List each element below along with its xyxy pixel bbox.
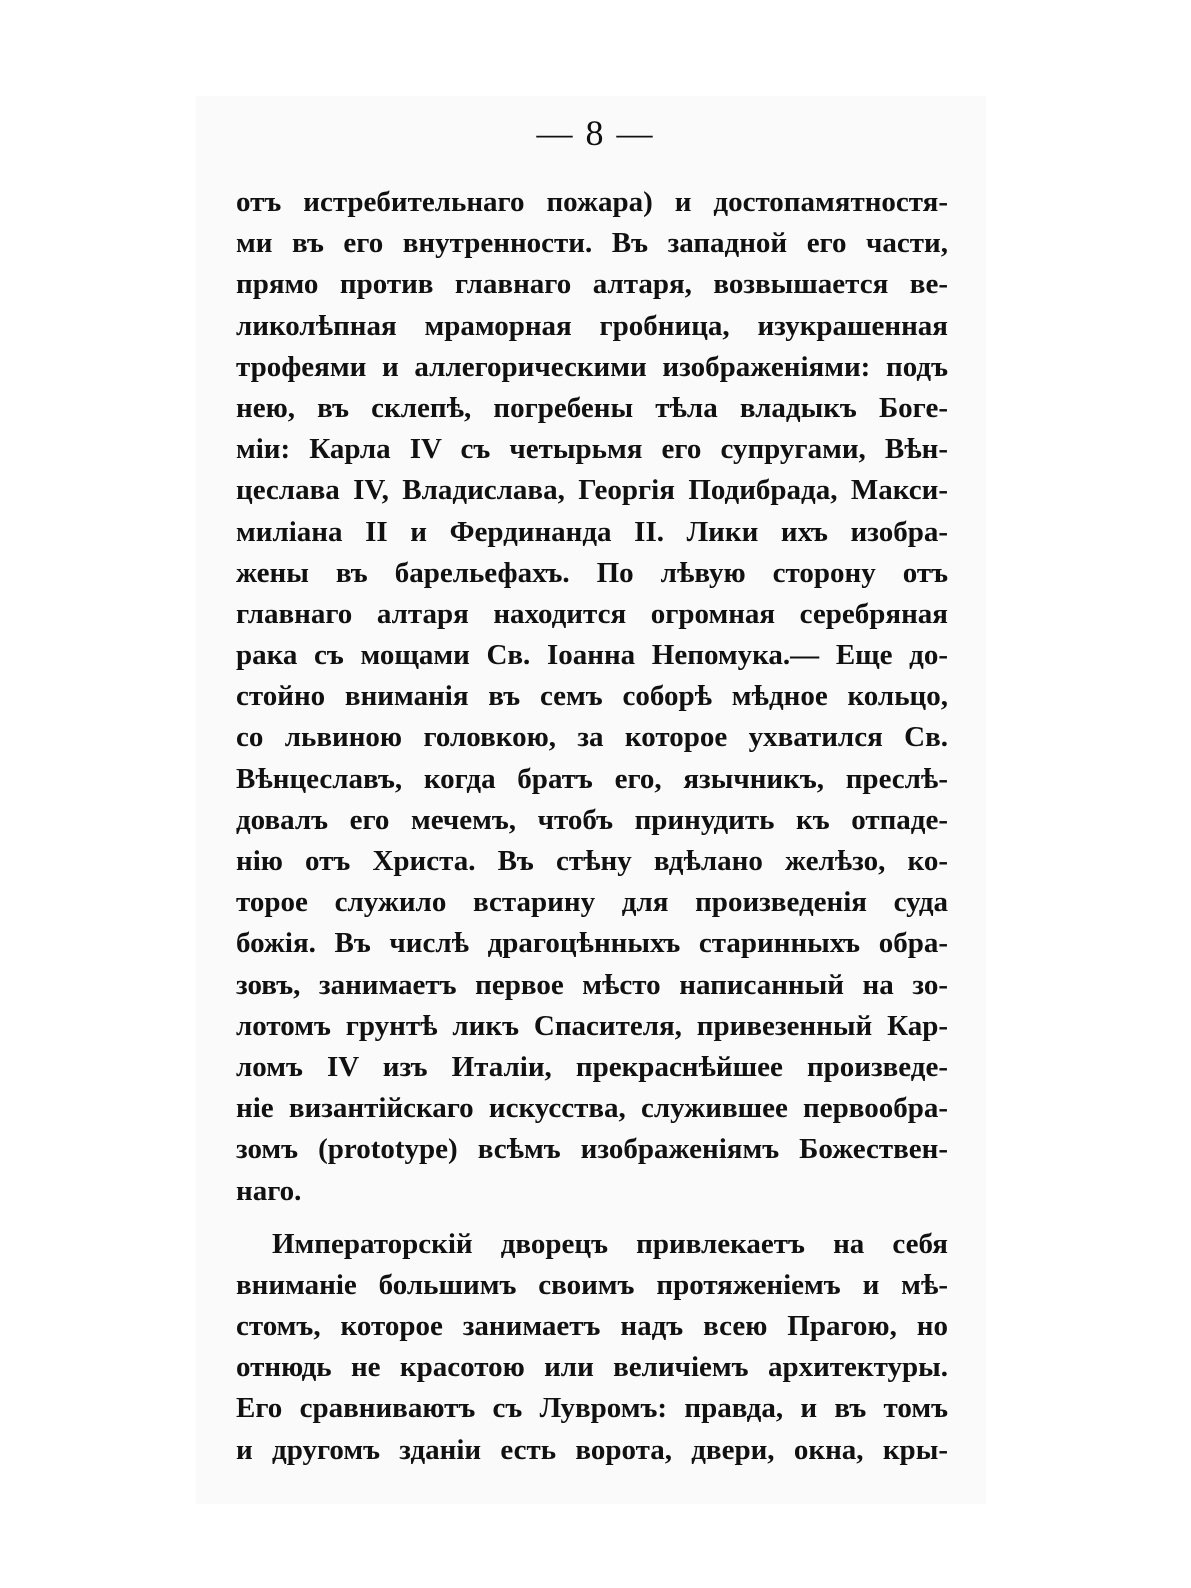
text-line: отъ истребительнаго пожара) и достопамятностя- [236,186,948,218]
text-line: зомъ (prototype) всѣмъ изображеніямъ Божествен- [236,1133,948,1166]
text-line: стомъ, которое занимаетъ надъ всею Прагою, но [236,1310,948,1343]
text-line: Императорскій дворецъ привлекаетъ на себя [272,1227,948,1260]
text-line: нею, въ склепѣ, погребены тѣла владыкъ Боге- [236,391,948,424]
text-line: зовъ, занимаетъ первое мѣсто написанный на зо- [236,968,948,1001]
text-line: наго. [236,1174,302,1207]
text-line: довалъ его мечемъ, чтобъ принудить къ отпаде- [236,803,948,836]
text-line: вниманіе большимъ своимъ протяженіемъ и мѣ- [236,1268,948,1301]
body-text [236,182,948,1471]
text-line: прямо против главнаго алтаря, возвышается ве- [236,268,948,301]
text-line: главнаго алтаря находится огромная серебряная [236,597,948,630]
text-line: трофеями и аллегорическими изображеніями: подъ [236,350,948,383]
text-line: нію отъ Христа. Въ стѣну вдѣлано желѣзо, ко- [236,845,948,877]
text-line: міи: Карла IV съ четырьмя его супругами, Вѣн- [236,433,948,466]
text-line: божія. Въ числѣ драгоцѣнныхъ старинныхъ обра- [236,927,948,960]
text-line: цеслава IV, Владислава, Георгія Подибрада, Макси- [236,474,948,507]
text-line: миліана II и Фердинанда II. Лики ихъ изобра- [236,515,948,548]
paragraph-gap [236,1212,948,1224]
text-line: ломъ IV изъ Италіи, прекраснѣйшее произведе- [236,1050,948,1083]
text-line: ніе византійскаго искусства, служившее первообра- [236,1092,948,1125]
text-line: и другомъ зданіи есть ворота, двери, окна, кры- [236,1433,948,1466]
text-line: отнюдь не красотою или величіемъ архитектуры. [236,1351,948,1384]
text-line: торое служило встарину для произведенія суда [236,886,948,919]
text-line: со львиною головкою, за которое ухватился Св. [236,721,948,754]
text-line: стойно вниманія въ семъ соборѣ мѣдное кольцо, [236,680,948,713]
text-line: ми въ его внутренности. Въ западной его части, [236,227,948,260]
text-line: рака съ мощами Св. Іоанна Непомука.— Еще до- [236,639,948,672]
page-number: — 8 — [536,113,655,153]
text-line: ликолѣпная мраморная гробница, изукрашенная [236,309,948,342]
text-line: Его сравниваютъ съ Лувромъ: правда, и въ томъ [236,1392,948,1425]
paragraph [236,1224,948,1471]
text-line: лотомъ грунтѣ ликъ Спасителя, привезенный Кар- [236,1009,948,1042]
text-line: Вѣнцеславъ, когда братъ его, язычникъ, преслѣ- [236,762,948,795]
text-line: жены въ барельефахъ. По лѣвую сторону отъ [236,556,948,589]
paragraph [236,182,948,1212]
